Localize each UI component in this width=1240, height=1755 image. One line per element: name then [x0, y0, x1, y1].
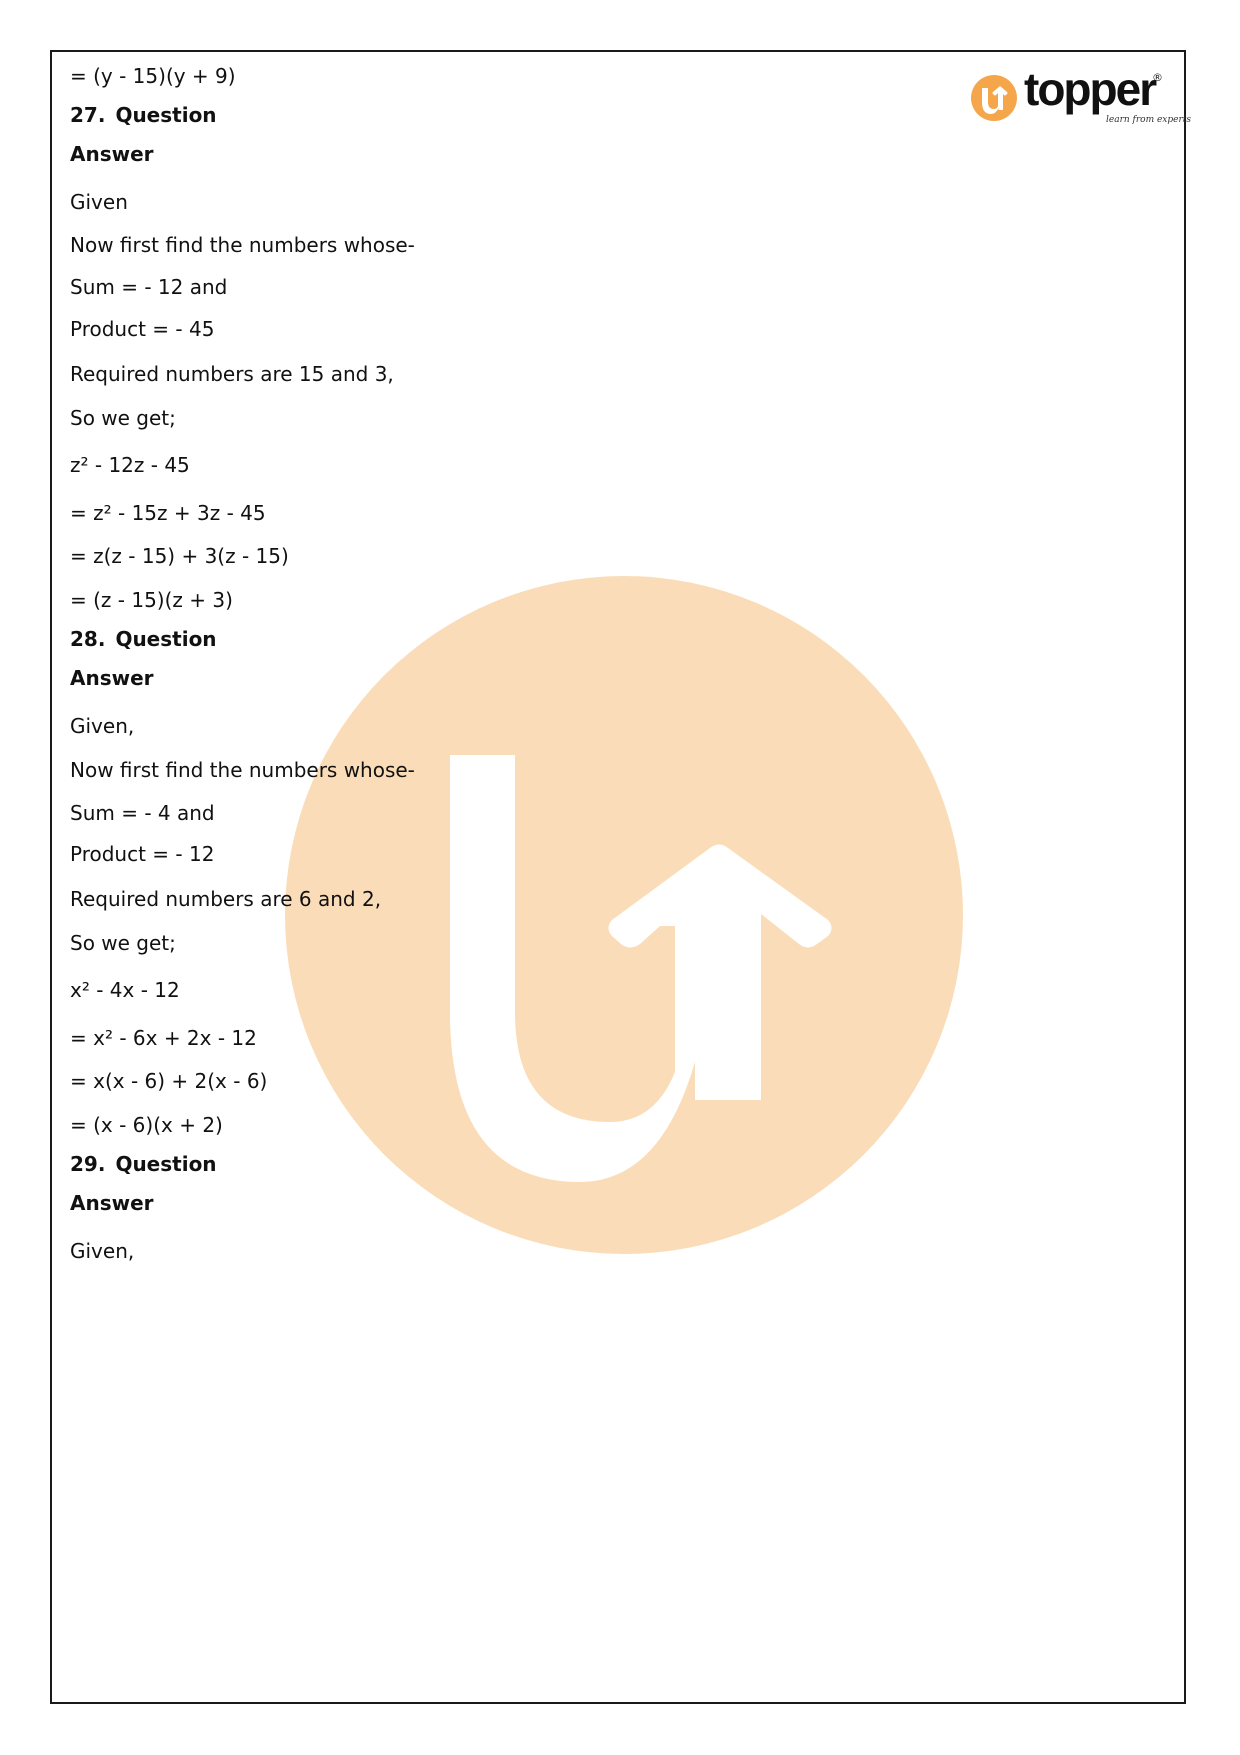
equation-line: = z² - 15z + 3z - 45	[70, 501, 266, 525]
answer-line: Sum = - 12 and	[70, 275, 228, 299]
equation-line: = (y - 15)(y + 9)	[70, 64, 236, 88]
question-label: Question	[115, 627, 217, 651]
answer-heading: Answer	[70, 1191, 154, 1215]
answer-line: Product = - 12	[70, 842, 215, 866]
equation-line: x² - 4x - 12	[70, 978, 180, 1002]
answer-line: Required numbers are 6 and 2,	[70, 887, 382, 911]
u-arrow-badge-icon	[970, 74, 1018, 122]
question-number: 29.	[70, 1152, 106, 1176]
registered-mark: ®	[1152, 71, 1163, 84]
equation-line: = (z - 15)(z + 3)	[70, 588, 233, 612]
question-number: 27.	[70, 103, 106, 127]
answer-line: Product = - 45	[70, 317, 215, 341]
question-heading	[70, 1151, 217, 1177]
equation-line: = (x - 6)(x + 2)	[70, 1113, 223, 1137]
equation-line: = z(z - 15) + 3(z - 15)	[70, 544, 289, 568]
question-label: Question	[115, 103, 217, 127]
answer-line: So we get;	[70, 406, 176, 430]
equation-line: z² - 12z - 45	[70, 453, 190, 477]
answer-line: Now first find the numbers whose-	[70, 758, 415, 782]
equation-line: = x² - 6x + 2x - 12	[70, 1026, 257, 1050]
answer-line: Given	[70, 190, 128, 214]
topper-logo	[970, 63, 1192, 134]
question-label: Question	[115, 1152, 217, 1176]
answer-line: Required numbers are 15 and 3,	[70, 362, 394, 386]
logo-tagline: learn from experts	[1106, 115, 1192, 125]
question-heading	[70, 626, 217, 652]
logo-wordmark: topper	[1024, 63, 1156, 115]
answer-heading: Answer	[70, 666, 154, 690]
answer-line: Given,	[70, 714, 135, 738]
answer-line: Given,	[70, 1239, 135, 1263]
equation-line: = x(x - 6) + 2(x - 6)	[70, 1069, 268, 1093]
answer-line: Sum = - 4 and	[70, 801, 215, 825]
question-number: 28.	[70, 627, 106, 651]
answer-line: So we get;	[70, 931, 176, 955]
question-heading	[70, 102, 217, 128]
watermark-logo-icon	[285, 576, 963, 1254]
answer-line: Now first find the numbers whose-	[70, 233, 415, 257]
answer-heading: Answer	[70, 142, 154, 166]
